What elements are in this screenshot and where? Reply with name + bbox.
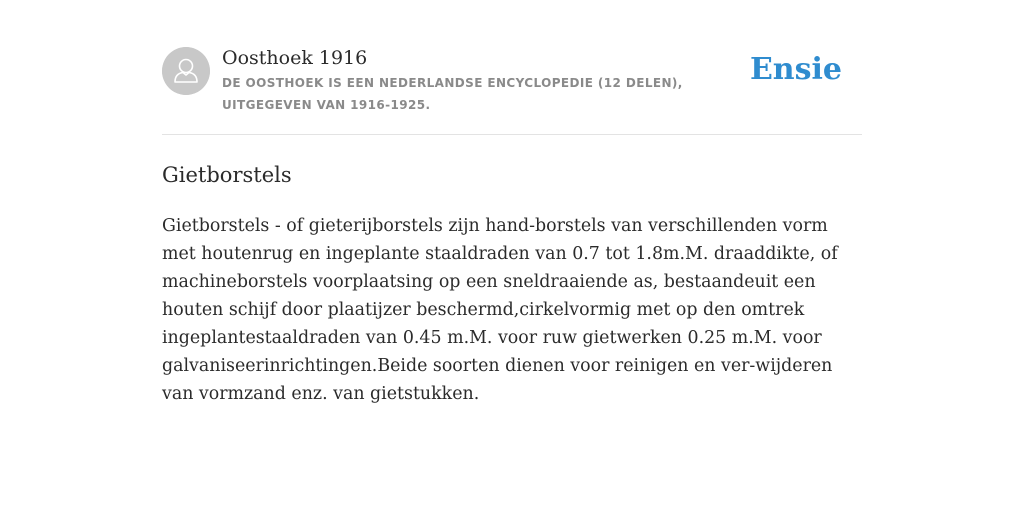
user-silhouette-icon (162, 47, 210, 95)
user-avatar-icon[interactable] (162, 47, 210, 95)
source-name-link[interactable]: Oosthoek 1916 (222, 47, 368, 69)
article-body: Gietborstels - of gieterijborstels zijn hand-borstels van verschillenden vorm met houtenrug en ingeplante staaldraden van 0.7 tot 1.8m.M. draaddikte, of machineborstels voorplaatsing op een sneldraaiende as, bestaandeuit een houten schijf door plaatijzer beschermd,cirkelvormig met op den omtrek ingeplantestaaldraden van 0.45 m.M. voor ruw gietwerken 0.25 m.M. voor galvaniseerinrichtingen.Beide soorten dienen voor reinigen en ver-wijderen van vormzand enz. van gietstukken. (162, 216, 838, 404)
source-description: DE OOSTHOEK IS EEN NEDERLANDSE ENCYCLOPEDIE (12 DELEN), UITGEGEVEN VAN 1916-1925. (222, 76, 683, 112)
ensie-logo[interactable]: Ensie (749, 52, 842, 87)
article-title: Gietborstels (162, 163, 292, 187)
source-header (162, 0, 862, 135)
page-container (162, 0, 862, 404)
